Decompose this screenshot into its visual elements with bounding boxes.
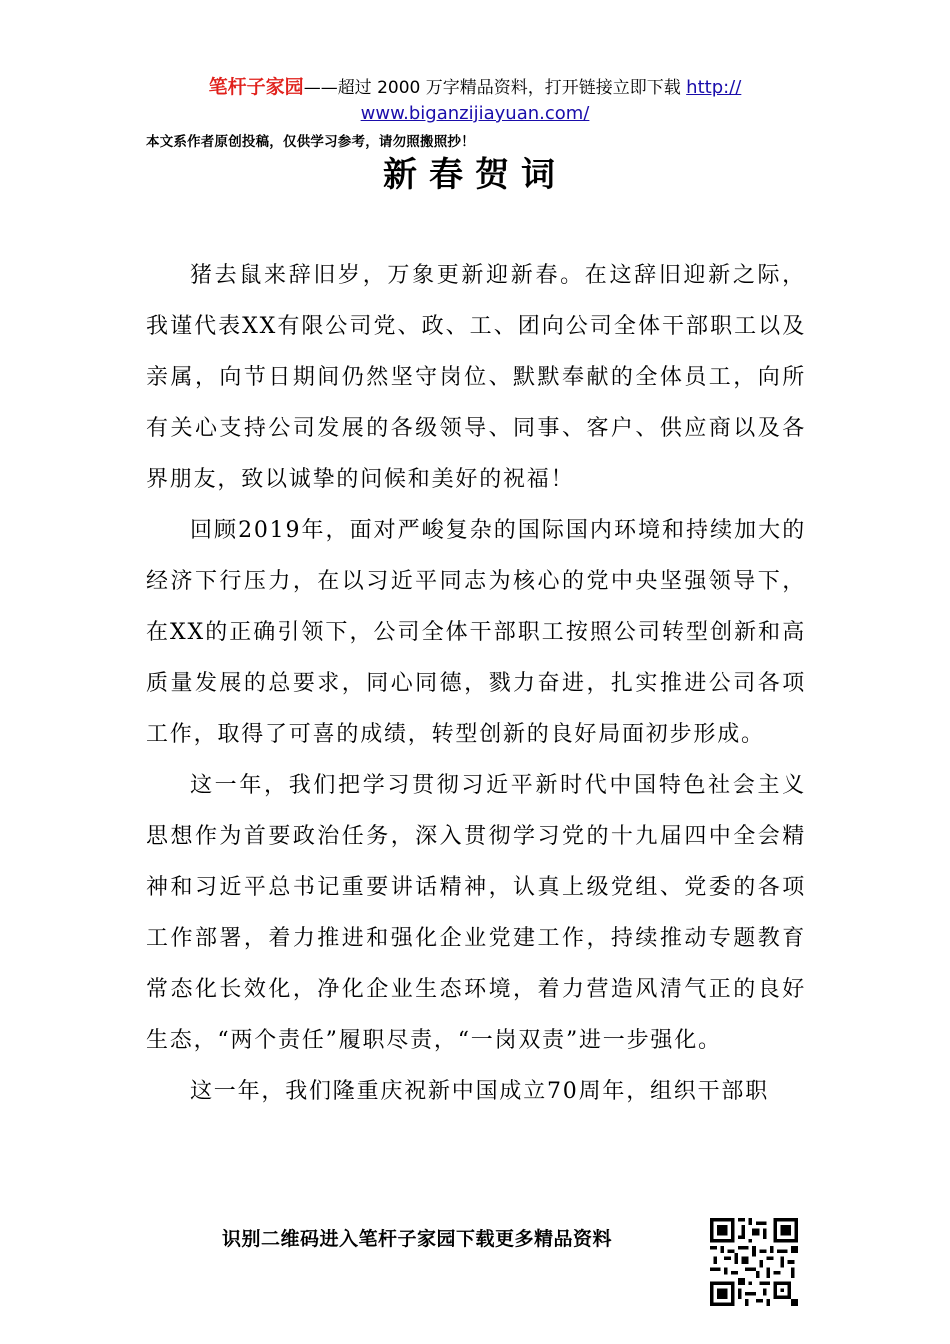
qr-code-icon[interactable]: [710, 1218, 798, 1306]
document-title: 新春贺词: [383, 155, 567, 195]
paragraph: 回顾2019年，面对严峻复杂的国际国内环境和持续加大的经济下行压力，在以习近平同志为核心的党中央坚强领导下，在XX的正确引领下，公司全体干部职工按照公司转型创新和高质量发展的总要求，同心同德，戮力奋进，扎实推进公司各项工作，取得了可喜的成绩，转型创新的良好局面初步形成。: [146, 518, 806, 747]
header-banner: [0, 74, 950, 127]
footer-cta: 识别二维码进入笔杆子家园下载更多精品资料: [222, 1228, 613, 1250]
download-link-start[interactable]: http://: [686, 77, 742, 98]
header-line-2: [0, 101, 950, 127]
copyright-notice: 本文系作者原创投稿，仅供学习参考，请勿照搬照抄！: [146, 134, 475, 150]
download-link-end[interactable]: www.biganzijiayuan.com/: [360, 103, 590, 124]
paragraph: 这一年，我们把学习贯彻习近平新时代中国特色社会主义思想作为首要政治任务，深入贯彻学习党的十九届四中全会精神和习近平总书记重要讲话精神，认真上级党组、党委的各项工作部署，着力推进和强化企业党建工作，持续推动专题教育常态化长效化，净化企业生态环境，着力营造风清气正的良好生态，“两个责任”履职尽责，“一岗双责”进一步强化。: [146, 773, 806, 1053]
document-body: [146, 250, 806, 1117]
paragraph: 这一年，我们隆重庆祝新中国成立70周年，组织干部职: [190, 1079, 769, 1104]
brand-tagline: ——超过 2000 万字精品资料，打开链接立即下载: [303, 78, 687, 98]
paragraph: 猪去鼠来辞旧岁，万象更新迎新春。在这辞旧迎新之际，我谨代表XX有限公司党、政、工、团向公司全体干部职工以及亲属，向节日期间仍然坚守岗位、默默奉献的全体员工，向所有关心支持公司发展的各级领导、同事、客户、供应商以及各界朋友，致以诚挚的问候和美好的祝福！: [146, 263, 806, 492]
header-line-1: [0, 74, 950, 101]
brand-name: 笔杆子家园: [208, 76, 304, 98]
